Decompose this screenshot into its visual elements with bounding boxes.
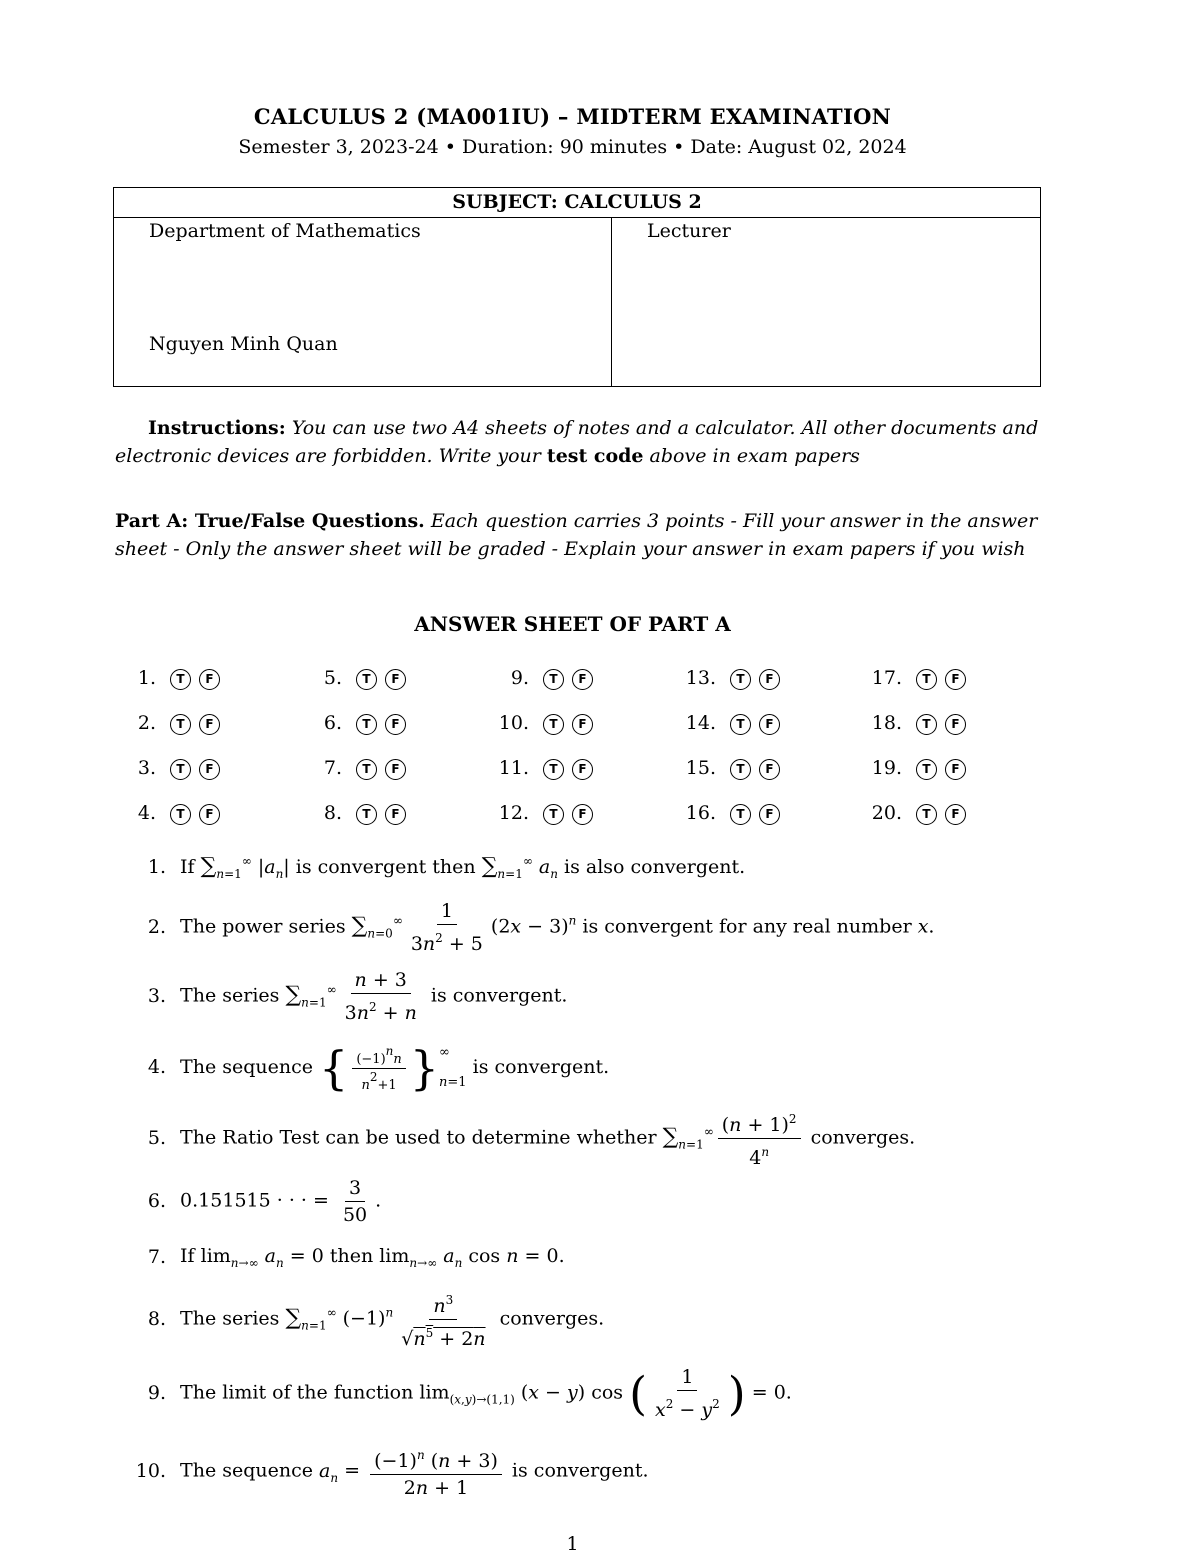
answer-number: 6.	[323, 712, 342, 734]
department-label: Department of Mathematics	[149, 220, 421, 242]
true-bubble[interactable]: T	[730, 714, 751, 735]
true-bubble[interactable]: T	[356, 804, 377, 825]
true-bubble[interactable]: T	[916, 804, 937, 825]
instructions	[115, 414, 1040, 470]
question-text: The sequence $a_n$ = $\frac{(-1)^n (n + 3)}{2n + 1}$ is convergent.	[180, 1442, 648, 1501]
answer-item	[298, 710, 414, 736]
part-a-text: Each question carries 3 points - Fill your answer in the answer sheet - Only the answer sheet will be graded - Explain your answer in exam papers if you wish	[115, 510, 1038, 560]
question-2	[130, 898, 934, 957]
exam-title: CALCULUS 2 (MA001IU) – MIDTERM EXAMINATION	[253, 104, 892, 129]
answer-number: 18.	[871, 712, 902, 734]
answer-item	[298, 755, 414, 781]
answer-number: 7.	[323, 757, 342, 779]
question-9	[130, 1364, 792, 1423]
true-bubble[interactable]: T	[730, 804, 751, 825]
answer-item	[858, 665, 974, 691]
false-bubble[interactable]: F	[945, 759, 966, 780]
subject-box	[113, 187, 1041, 387]
answer-number: 16.	[685, 802, 716, 824]
question-number: 7.	[147, 1245, 166, 1268]
question-number: 4.	[147, 1056, 166, 1078]
answer-number: 20.	[871, 802, 902, 824]
question-number: 6.	[147, 1189, 166, 1212]
answer-number: 15.	[685, 757, 716, 779]
question-3	[130, 967, 567, 1026]
false-bubble[interactable]: F	[945, 714, 966, 735]
question-8	[130, 1287, 604, 1352]
question-number: 10.	[135, 1459, 166, 1482]
false-bubble[interactable]: F	[385, 804, 406, 825]
answer-item	[112, 800, 228, 826]
answer-number: 10.	[498, 712, 529, 734]
answer-item	[485, 710, 601, 736]
false-bubble[interactable]: F	[199, 669, 220, 690]
false-bubble[interactable]: F	[572, 759, 593, 780]
question-text: 0.151515 · · · = $\frac{3}{50}$ .	[180, 1177, 382, 1226]
false-bubble[interactable]: F	[945, 804, 966, 825]
true-bubble[interactable]: T	[543, 669, 564, 690]
true-bubble[interactable]: T	[170, 804, 191, 825]
false-bubble[interactable]: F	[572, 804, 593, 825]
question-4	[130, 1038, 609, 1098]
true-bubble[interactable]: T	[916, 714, 937, 735]
question-text: The limit of the function $\lim_{(x,y)\to(1,1)} (x - y)$ cos ( $\frac{1}{x^2 - y^2}$ ) = 0.	[180, 1366, 792, 1421]
answer-number: 17.	[871, 667, 902, 689]
question-text: The series $\sum_{n=1}^\infty$ $(-1)^n$ $\frac{n^3}{√n^5 + 2n}$ converges.	[180, 1287, 604, 1352]
part-a-label: Part A: True/False Questions.	[115, 510, 425, 532]
answer-item	[858, 710, 974, 736]
false-bubble[interactable]: F	[199, 714, 220, 735]
true-bubble[interactable]: T	[916, 669, 937, 690]
instructions-bold-term: test code	[546, 445, 644, 467]
answer-number: 9.	[510, 667, 529, 689]
true-bubble[interactable]: T	[356, 669, 377, 690]
answer-item	[672, 710, 788, 736]
exam-subtitle: Semester 3, 2023-24 • Duration: 90 minutes • Date: August 02, 2024	[238, 136, 907, 158]
answer-item	[112, 665, 228, 691]
false-bubble[interactable]: F	[385, 669, 406, 690]
question-number: 1.	[147, 855, 166, 878]
false-bubble[interactable]: F	[385, 759, 406, 780]
answer-number: 5.	[323, 667, 342, 689]
true-bubble[interactable]: T	[730, 759, 751, 780]
answer-item	[485, 800, 601, 826]
false-bubble[interactable]: F	[385, 714, 406, 735]
lecturer-label: Lecturer	[647, 220, 731, 242]
false-bubble[interactable]: F	[759, 804, 780, 825]
question-10	[130, 1442, 649, 1501]
answer-item	[485, 665, 601, 691]
question-text: If $\lim_{n\to\infty} a_n = 0$ then $\lim_{n\to\infty} a_n$ cos n = 0.	[180, 1245, 565, 1270]
answer-number: 2.	[137, 712, 156, 734]
answer-item	[672, 755, 788, 781]
answer-number: 13.	[685, 667, 716, 689]
false-bubble[interactable]: F	[199, 759, 220, 780]
question-text: The Ratio Test can be used to determine whether $\sum_{n=1}^\infty$ $\frac{(n + 1)^2}{4^n}$ converges.	[180, 1106, 915, 1171]
true-bubble[interactable]: T	[356, 759, 377, 780]
instructions-label: Instructions:	[148, 417, 286, 439]
question-1	[130, 854, 745, 881]
answer-item	[485, 755, 601, 781]
question-number: 9.	[147, 1381, 166, 1404]
question-text: The sequence { $\frac{(-1)nn}{n2+1}$ } ∞ n=1 is convergent.	[180, 1041, 610, 1095]
false-bubble[interactable]: F	[572, 669, 593, 690]
true-bubble[interactable]: T	[543, 759, 564, 780]
answer-number: 14.	[685, 712, 716, 734]
question-text: The series $\sum_{n=1}^\infty$ $\frac{n + 3}{3n^2 + n}$ is convergent.	[180, 969, 568, 1024]
answer-item	[672, 665, 788, 691]
answer-item	[858, 800, 974, 826]
answer-sheet-heading: ANSWER SHEET OF PART A	[414, 612, 731, 636]
question-5	[130, 1106, 915, 1171]
true-bubble[interactable]: T	[170, 759, 191, 780]
false-bubble[interactable]: F	[945, 669, 966, 690]
answer-number: 8.	[323, 802, 342, 824]
false-bubble[interactable]: F	[572, 714, 593, 735]
answer-item	[672, 800, 788, 826]
answer-number: 19.	[871, 757, 902, 779]
subject-divider	[611, 218, 612, 386]
true-bubble[interactable]: T	[543, 804, 564, 825]
question-text: The power series $\sum_{n=0}^\infty$ $\frac{1}{3n^2 + 5}$ $(2x - 3)^n$ is convergent for any real number x.	[180, 900, 935, 955]
question-number: 5.	[147, 1126, 166, 1149]
true-bubble[interactable]: T	[170, 714, 191, 735]
answer-item	[858, 755, 974, 781]
true-bubble[interactable]: T	[543, 714, 564, 735]
true-bubble[interactable]: T	[356, 714, 377, 735]
question-number: 3.	[147, 984, 166, 1007]
true-bubble[interactable]: T	[170, 669, 191, 690]
false-bubble[interactable]: F	[759, 759, 780, 780]
answer-item	[112, 755, 228, 781]
answer-item	[298, 800, 414, 826]
true-bubble[interactable]: T	[730, 669, 751, 690]
false-bubble[interactable]: F	[759, 669, 780, 690]
question-6	[130, 1175, 381, 1228]
answer-number: 12.	[498, 802, 529, 824]
true-bubble[interactable]: T	[916, 759, 937, 780]
question-7	[130, 1245, 565, 1270]
false-bubble[interactable]: F	[199, 804, 220, 825]
answer-item	[298, 665, 414, 691]
part-a-intro	[115, 507, 1040, 563]
instructions-text-b: above in exam papers	[649, 445, 860, 467]
answer-item	[112, 710, 228, 736]
answer-number: 1.	[137, 667, 156, 689]
question-number: 2.	[147, 915, 166, 938]
answer-number: 11.	[498, 757, 529, 779]
question-text: If $\sum_{n=1}^\infty$ $|a_n|$ is convergent then $\sum_{n=1}^\infty$ $a_n$ is also convergent.	[180, 854, 746, 881]
subject-heading: SUBJECT: CALCULUS 2	[114, 188, 1040, 218]
question-number: 8.	[147, 1307, 166, 1330]
department-head-name: Nguyen Minh Quan	[149, 333, 338, 355]
instructions-text-a: You can use two A4 sheets of notes and a calculator. All other documents and electronic devices are forbidden. Write your	[115, 417, 1039, 467]
answer-number: 4.	[137, 802, 156, 824]
answer-number: 3.	[137, 757, 156, 779]
page-number: 1	[566, 1533, 579, 1555]
false-bubble[interactable]: F	[759, 714, 780, 735]
